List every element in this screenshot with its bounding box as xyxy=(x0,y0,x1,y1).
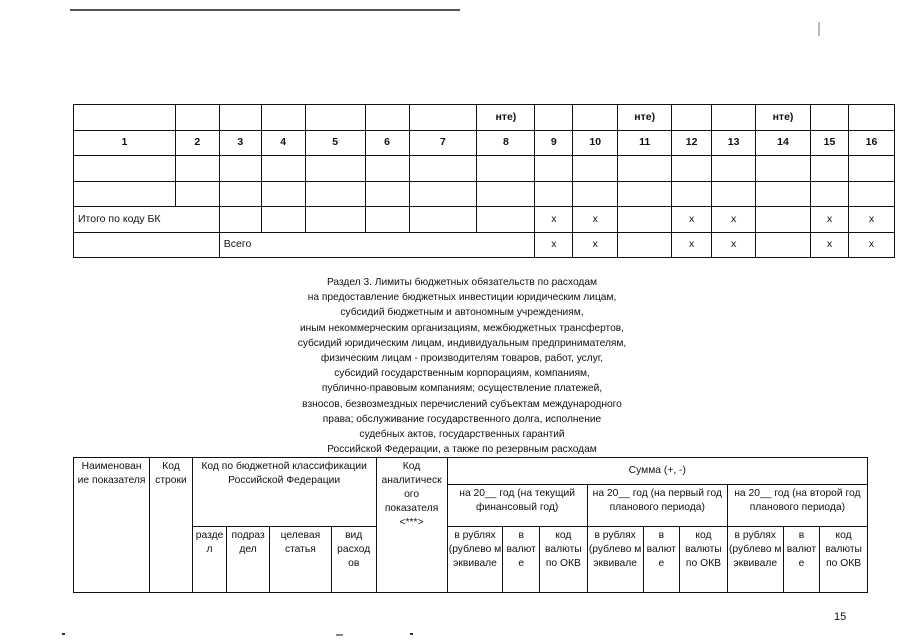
col-number: 4 xyxy=(261,130,305,156)
col-number: 2 xyxy=(175,130,219,156)
heading-line: физическим лицам - производителям товаров, работ, услуг, xyxy=(320,353,604,365)
header-okv: код валюты по ОКВ xyxy=(680,527,728,593)
heading-line: судебных актов, государственных гарантий xyxy=(359,429,565,441)
header-vid: вид расход ов xyxy=(331,527,376,593)
header-year-current: на 20__ год (на текущий финансовый год) xyxy=(447,485,587,527)
header-rub: в рублях (рублево м эквивале xyxy=(727,527,783,593)
heading-line: на предоставление бюджетных инвестиции юридическим лицам, xyxy=(307,292,617,304)
header-target: целевая статья xyxy=(269,527,331,593)
header-row-code: Код строки xyxy=(150,458,193,593)
scan-top-line xyxy=(70,9,460,11)
x-mark: x xyxy=(712,232,756,258)
header-currency: в валют е xyxy=(503,527,540,593)
col-number: 6 xyxy=(365,130,409,156)
x-mark: x xyxy=(810,232,848,258)
header-analytic: Код аналитическ ого показателя <***> xyxy=(376,458,447,593)
x-mark: x xyxy=(573,232,618,258)
table-row-vsego xyxy=(74,232,895,258)
header-rub: в рублях (рублево м эквивале xyxy=(587,527,643,593)
table-row xyxy=(74,156,895,182)
heading-line: субсидий бюджетным и автономным учреждениям, xyxy=(340,307,584,319)
table-cell: нте) xyxy=(756,105,811,131)
header-bk: Код по бюджетной классификации Российской Федерации xyxy=(192,458,376,527)
col-number: 7 xyxy=(409,130,477,156)
heading-line: Российской Федерации, а также по резервным расходам xyxy=(327,444,597,456)
header-year-second: на 20__ год (на второй год планового периода) xyxy=(727,485,867,527)
heading-line: Раздел 3. Лимиты бюджетных обязательств по расходам xyxy=(326,277,598,288)
col-number: 9 xyxy=(535,130,573,156)
x-mark: x xyxy=(535,232,573,258)
col-number: 10 xyxy=(573,130,618,156)
col-number: 11 xyxy=(618,130,672,156)
vsego-label: Всего xyxy=(219,232,535,258)
header-currency: в валют е xyxy=(643,527,680,593)
col-number: 16 xyxy=(848,130,894,156)
heading-line: субсидий государственным корпорациям, компаниям, xyxy=(334,368,590,380)
scan-dot xyxy=(336,634,343,636)
heading-line: иным некоммерческим организациям, межбюджетных трансфертов, xyxy=(299,322,625,334)
x-mark: x xyxy=(712,207,756,233)
col-number: 3 xyxy=(219,130,261,156)
header-okv: код валюты по ОКВ xyxy=(539,527,587,593)
x-mark: x xyxy=(573,207,618,233)
col-number: 13 xyxy=(712,130,756,156)
table-section2-tail xyxy=(73,104,895,258)
scan-dot xyxy=(410,633,413,635)
col-number: 1 xyxy=(74,130,176,156)
section3-heading xyxy=(262,275,662,457)
x-mark: x xyxy=(848,207,894,233)
x-mark: x xyxy=(535,207,573,233)
x-mark: x xyxy=(672,232,712,258)
table-cell: нте) xyxy=(477,105,535,131)
heading-line: публично-правовым компаниям; осуществление платежей, xyxy=(321,383,603,395)
page-number: 15 xyxy=(834,611,847,623)
col-number: 12 xyxy=(672,130,712,156)
col-number: 15 xyxy=(810,130,848,156)
header-okv: код валюты по ОКВ xyxy=(820,527,868,593)
header-podrazdel: подраз дел xyxy=(227,527,270,593)
x-mark: x xyxy=(672,207,712,233)
table-cell: нте) xyxy=(618,105,672,131)
col-number: 8 xyxy=(477,130,535,156)
scan-mark xyxy=(818,22,820,36)
scan-dot xyxy=(62,633,65,635)
header-rub: в рублях (рублево м эквивале xyxy=(447,527,503,593)
table-row-itogo xyxy=(74,207,895,233)
col-number: 5 xyxy=(305,130,365,156)
heading-line: субсидий юридическим лицам, индивидуальным предпринимателям, xyxy=(297,337,627,349)
header-name: Наименован ие показателя xyxy=(74,458,150,593)
header-year-first: на 20__ год (на первый год планового периода) xyxy=(587,485,727,527)
header-sum: Сумма (+, -) xyxy=(447,458,867,485)
heading-line: права; обслуживание государственного долга, исполнение xyxy=(322,413,602,425)
x-mark: x xyxy=(848,232,894,258)
col-number: 14 xyxy=(756,130,811,156)
x-mark: x xyxy=(810,207,848,233)
itogo-label: Итого по коду БК xyxy=(74,207,220,233)
heading-line: взносов, безвозмездных перечислений субъектам международного xyxy=(302,398,622,410)
table-section3-header xyxy=(73,457,868,593)
header-currency: в валют е xyxy=(783,527,820,593)
table-row xyxy=(74,181,895,207)
table-row xyxy=(74,105,895,131)
table-row xyxy=(74,130,895,156)
header-razdel: разде л xyxy=(192,527,227,593)
